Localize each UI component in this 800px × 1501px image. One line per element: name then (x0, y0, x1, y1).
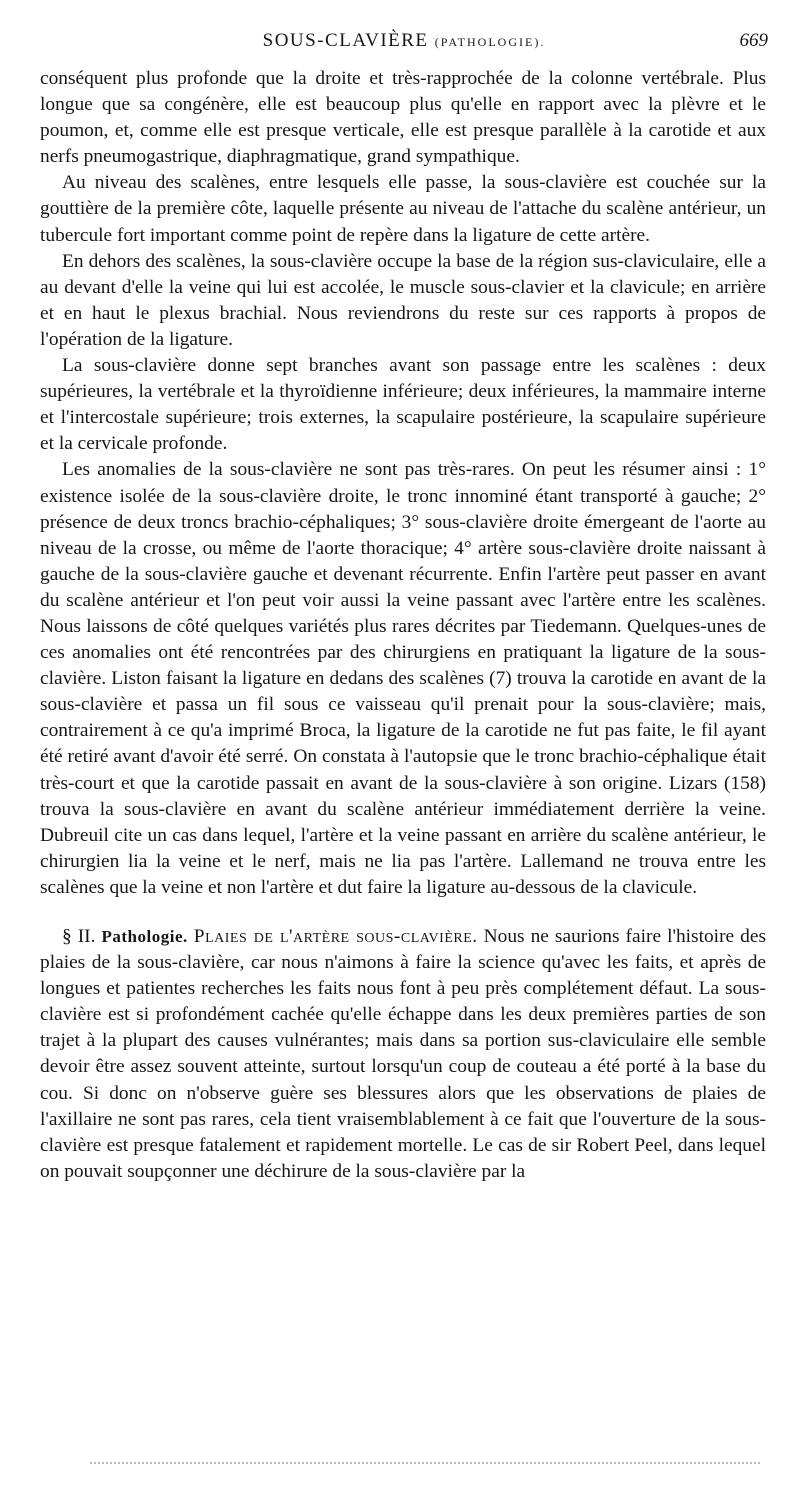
section-title: Pathologie. (101, 927, 188, 946)
paragraph-anomalies: Les anomalies de la sous-clavière ne sont pas très-rares. On peut les résumer ainsi : 1° existence isolée de la sous-clavière droite, le tronc innominé étant transporté à gauche; 2° présence de deux troncs brachio-céphaliques; 3° sous-clavière droite émergeant de l'aorte au niveau de la crosse, ou même de l'aorte thoracique; 4° artère sous-clavière droite naissant à gauche de la sous-clavière gauche et devenant récurrente. Enfin l'artère peut passer en avant du scalène antérieur et l'on peut voir aussi la veine passant avec l'artère entre les scalènes. Nous laissons de côté quelques variétés plus rares décrites par Tiedemann. Quelques-unes de ces anomalies ont été rencontrées par des chirurgiens en pratiquant la ligature de la sous-clavière. Liston faisant la ligature en dedans des scalènes (7) trouva la carotide en avant de la sous-clavière et passa un fil sous ce vaisseau qu'il prenait pour la sous-clavière; mais, contrairement à ce qu'a imprimé Broca, la ligature de la carotide ne fut pas faite, le fil ayant été retiré avant d'avoir été serré. On constata à l'autopsie que le tronc brachio-céphalique était très-court et que la carotide passait en avant de la sous-clavière à son origine. Lizars (158) trouva la sous-clavière en avant du scalène antérieur immédiatement derrière la veine. Dubreuil cite un cas dans lequel, l'artère et la veine passant en arrière du scalène antérieur, le chirurgien lia la veine et le nerf, mais ne lia pas l'artère. Lallemand ne trouva entre les scalènes que la veine et non l'artère et dut faire la ligature au-dessous de la clavicule. (40, 459, 766, 898)
paragraph-continuation: conséquent plus profonde que la droite et très-rapprochée de la colonne vertébrale. Plus longue que sa congénère, elle est beaucoup plus qu'elle en rapport avec la plèvre et le poumon, et, comme elle est presque verticale, elle est presque parallèle à la carotide et aux nerfs pneumogastrique, diaphragmatique, grand sympathique. (40, 68, 766, 168)
section-text: Nous ne saurions faire l'histoire des plaies de la sous-clavière, car nous n'aimons à faire la science qu'avec les faits, et après de longues et patientes recherches les faits nous font à peu près complétement défaut. La sous-clavière est si profondément cachée qu'elle échappe dans les deux premières parties de son trajet à la plupart des causes vulnérantes; mais dans sa portion sus-claviculaire elle semble devoir être assez souvent atteinte, surtout lorsqu'un coup de couteau a été porté à la base du cou. Si donc on n'observe guère ses blessures alors que les observations de plaies de l'axillaire ne sont pas rares, cela tient vraisemblablement à ce fait que l'ouverture de la sous-clavière est presque fatalement et rapidement mortelle. Le cas de sir Robert Peel, dans lequel on pouvait soupçonner une déchirure de la sous-clavière par la (40, 926, 767, 1182)
bottom-dotted-line (90, 1462, 760, 1472)
page-body (40, 66, 766, 1185)
section-number: § II. (62, 926, 96, 947)
page-number: 669 (739, 30, 768, 51)
paragraph-scalenes: Au niveau des scalènes, entre lesquels elle passe, la sous-clavière est couchée sur la gouttière de la première côte, laquelle présente au niveau de l'attache du scalène antérieur, un tubercule fort important comme point de repère dans la ligature de cette artère. (40, 172, 766, 246)
section-subtitle: Plaies de l'artère sous-clavière. (193, 926, 478, 947)
page-header (40, 30, 768, 60)
running-subtitle: (PATHOLOGIE). (434, 35, 546, 49)
section-pathologie (40, 924, 766, 1185)
running-title-text: SOUS-CLAVIÈRE (262, 30, 429, 51)
paragraph-outside-scalenes: En dehors des scalènes, la sous-clavière occupe la base de la région sus-claviculaire, elle a au devant d'elle la veine qui lui est accolée, le muscle sous-clavier et la clavicule; en arrière et en haut le plexus brachial. Nous reviendrons du reste sur ces rapports à propos de l'opération de la ligature. (40, 250, 766, 350)
running-title (40, 30, 768, 52)
paragraph-branches: La sous-clavière donne sept branches avant son passage entre les scalènes : deux supérieures, la vertébrale et la thyroïdienne inférieure; deux inférieures, la mammaire interne et l'intercostale supérieure; trois externes, la scapulaire postérieure, la scapulaire supérieure et la cervicale profonde. (40, 355, 766, 455)
